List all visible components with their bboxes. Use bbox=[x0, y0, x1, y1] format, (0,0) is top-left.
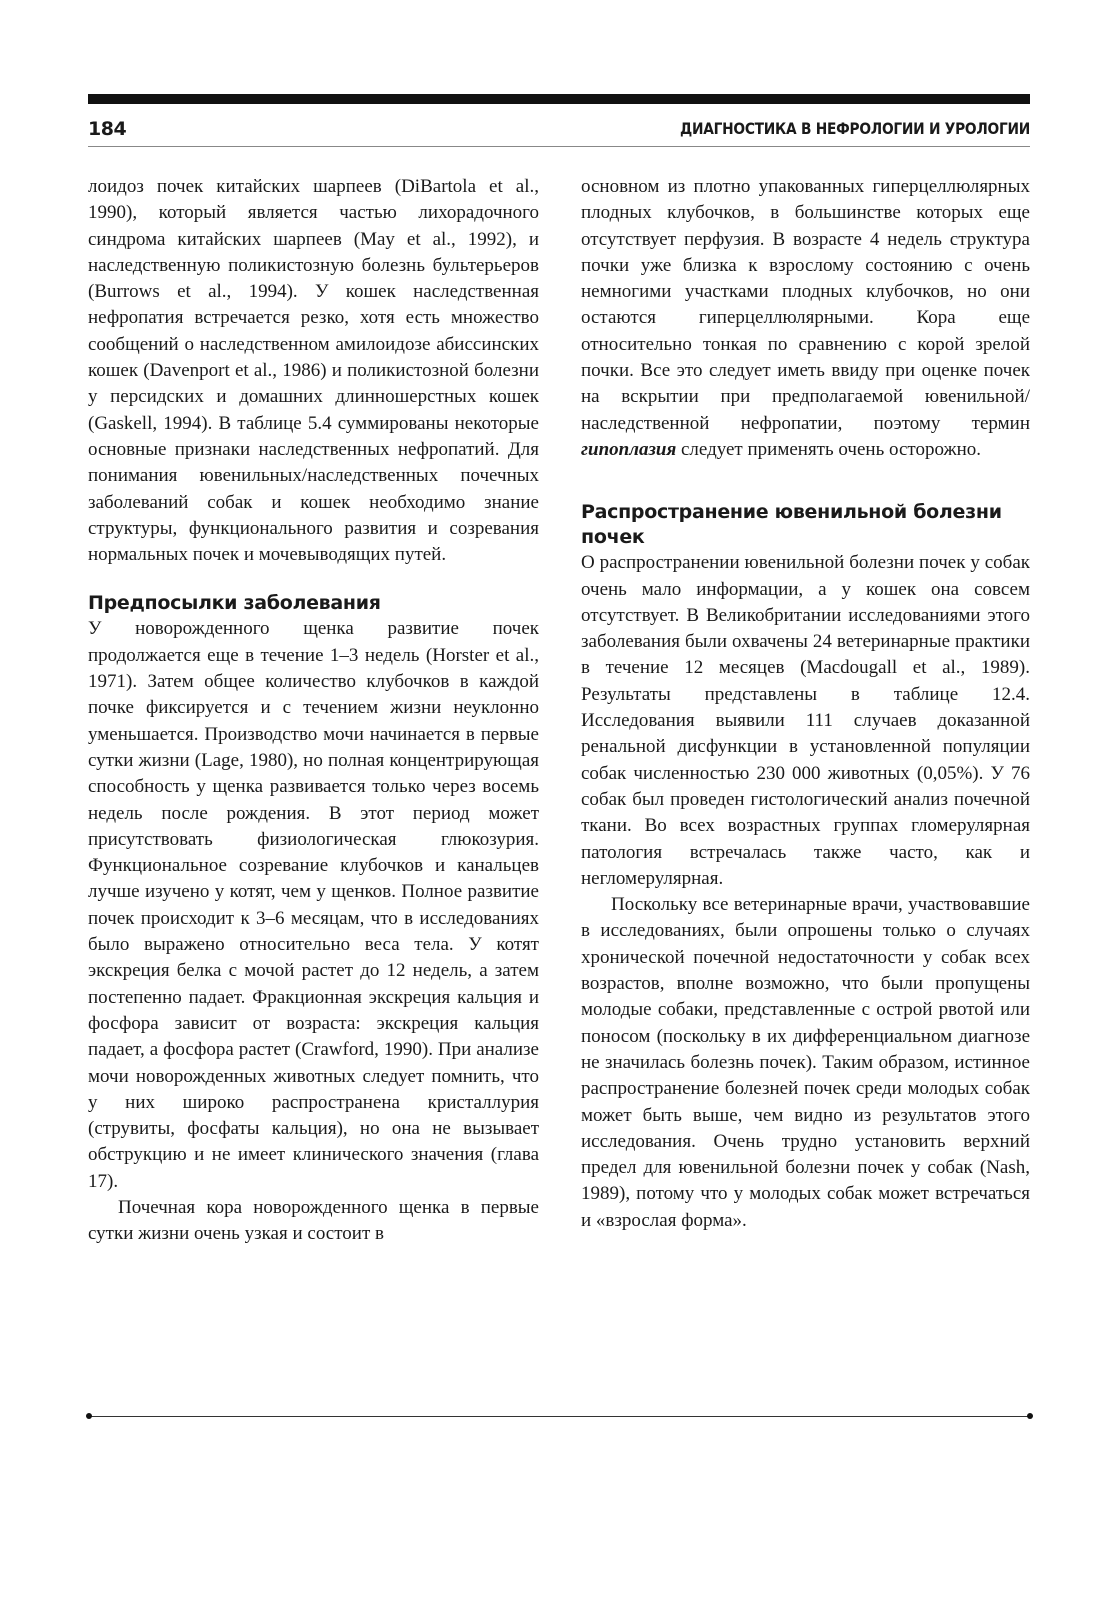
footer-rule bbox=[88, 1416, 1030, 1417]
running-head: ДИАГНОСТИКА В НЕФРОЛОГИИ И УРОЛОГИИ bbox=[679, 119, 1030, 138]
emphasized-term: гипоплазия bbox=[581, 438, 677, 460]
paragraph bbox=[581, 174, 1030, 463]
paragraph-text: основном из плотно упакованных гиперцеллюлярных плодных клубочков, в большинстве которых еще отсутствует перфузия. В возрасте 4 недель структура почки уже близка к взрослому состоянию с очень немногими участками плодных клубочков, но они остаются гиперцеллюлярными. Кора еще относительно тонкая по сравнению с корой зрелой почки. Все это следует иметь ввиду при оценке почек на вскрытии при предполагаемой ювенильной/наследственной нефропатии, поэтому термин bbox=[581, 176, 1030, 434]
section-heading: Распространение ювенильной болезни почек bbox=[581, 501, 1002, 549]
paragraph: О распространении ювенильной болезни почек у собак очень мало информации, а у кошек она совсем отсутствует. В Великобритании исследованиями этого заболевания были охвачены 24 ветеринарные практики в течение 12 месяцев (Macdougall et al., 1989). Результаты представлены в таблице 12.4. Исследования выявили 111 случаев доказанной ренальной дисфункции в установленной популяции собак численностью 230 000 животных (0,05%). У 76 собак был проведен гистологический анализ почечной ткани. Во всех возрастных группах гломерулярная патология встречалась также часто, как и негломерулярная. bbox=[581, 552, 1030, 889]
right-column bbox=[581, 174, 1030, 1234]
header-bar bbox=[88, 94, 1030, 104]
page-number: 184 bbox=[88, 118, 127, 140]
section-heading: Предпосылки заболевания bbox=[88, 592, 381, 615]
paragraph: Почечная кора новорожденного щенка в первые сутки жизни очень узкая и состоит в bbox=[88, 1196, 539, 1245]
paragraph-text: следует применять очень осторожно. bbox=[680, 438, 982, 460]
paragraph: лоидоз почек китайских шарпеев (DiBartola et al., 1990), который является частью лихорадочного синдрома китайских шарпеев (May et al., 1992), и наследственную поликистозную болезнь бультерьеров (Burrows et al., 1994). У кошек наследственная нефропатия встречается резко, хотя есть множество сообщений о наследственном амилоидозе абиссинских кошек (Davenport et al., 1986) и поликистозной болезни у персидских и домашних длинношерстных кошек (Gaskell, 1994). В таблице 5.4 суммированы некоторые основные признаки наследственных нефропатий. Для понимания ювенильных/наследственных почечных заболеваний собак и кошек необходимо знание структуры, функционального развития и созревания нормальных почек и мочевыводящих путей. bbox=[88, 176, 539, 566]
header-rule bbox=[88, 146, 1030, 147]
paragraph: У новорожденного щенка развитие почек продолжается еще в течение 1–3 недель (Horster et al., 1971). Затем общее количество клубочков в каждой почке фиксируется и с течением жизни неуклонно уменьшается. Производство мочи начинается в первые сутки жизни (Lage, 1980), но полная концентрирующая способность у щенка развивается только через восемь недель после рождения. В этот период может присутствовать физиологическая глюкозурия. Функциональное созревание клубочков и канальцев лучше изучено у котят, чем у щенков. Полное развитие почек происходит к 3–6 месяцам, что в исследованиях было выражено относительно веса тела. У котят экскреция белка с мочой растет до 12 недель, а затем постепенно падает. Фракционная экскреция кальция и фосфора зависит от возраста: экскреция кальция падает, а фосфора растет (Crawford, 1990). При анализе мочи новорожденных животных следует помнить, что у них широко распространена кристаллурия (струвиты, фосфаты кальция), но она не вызывает обструкцию и не имеет клинического значения (глава 17). bbox=[88, 618, 539, 1192]
left-column bbox=[88, 174, 539, 1248]
footer-dot bbox=[86, 1413, 92, 1419]
paragraph: Поскольку все ветеринарные врачи, участвовавшие в исследованиях, были опрошены только о случаях хронической почечной недостаточности у собак всех возрастов, вполне возможно, что были пропущены молодые собаки, представленные с острой рвотой или поносом (поскольку в их дифференциальном диагнозе не значилась болезнь почек). Таким образом, истинное распространение болезней почек среди молодых собак может быть выше, чем видно из результатов этого исследования. Очень трудно установить верхний предел для ювенильной болезни почек у собак (Nash, 1989), потому что у молодых собак может встречаться и «взрослая форма». bbox=[581, 894, 1030, 1231]
footer-dot bbox=[1027, 1413, 1033, 1419]
page-header bbox=[88, 116, 1030, 146]
